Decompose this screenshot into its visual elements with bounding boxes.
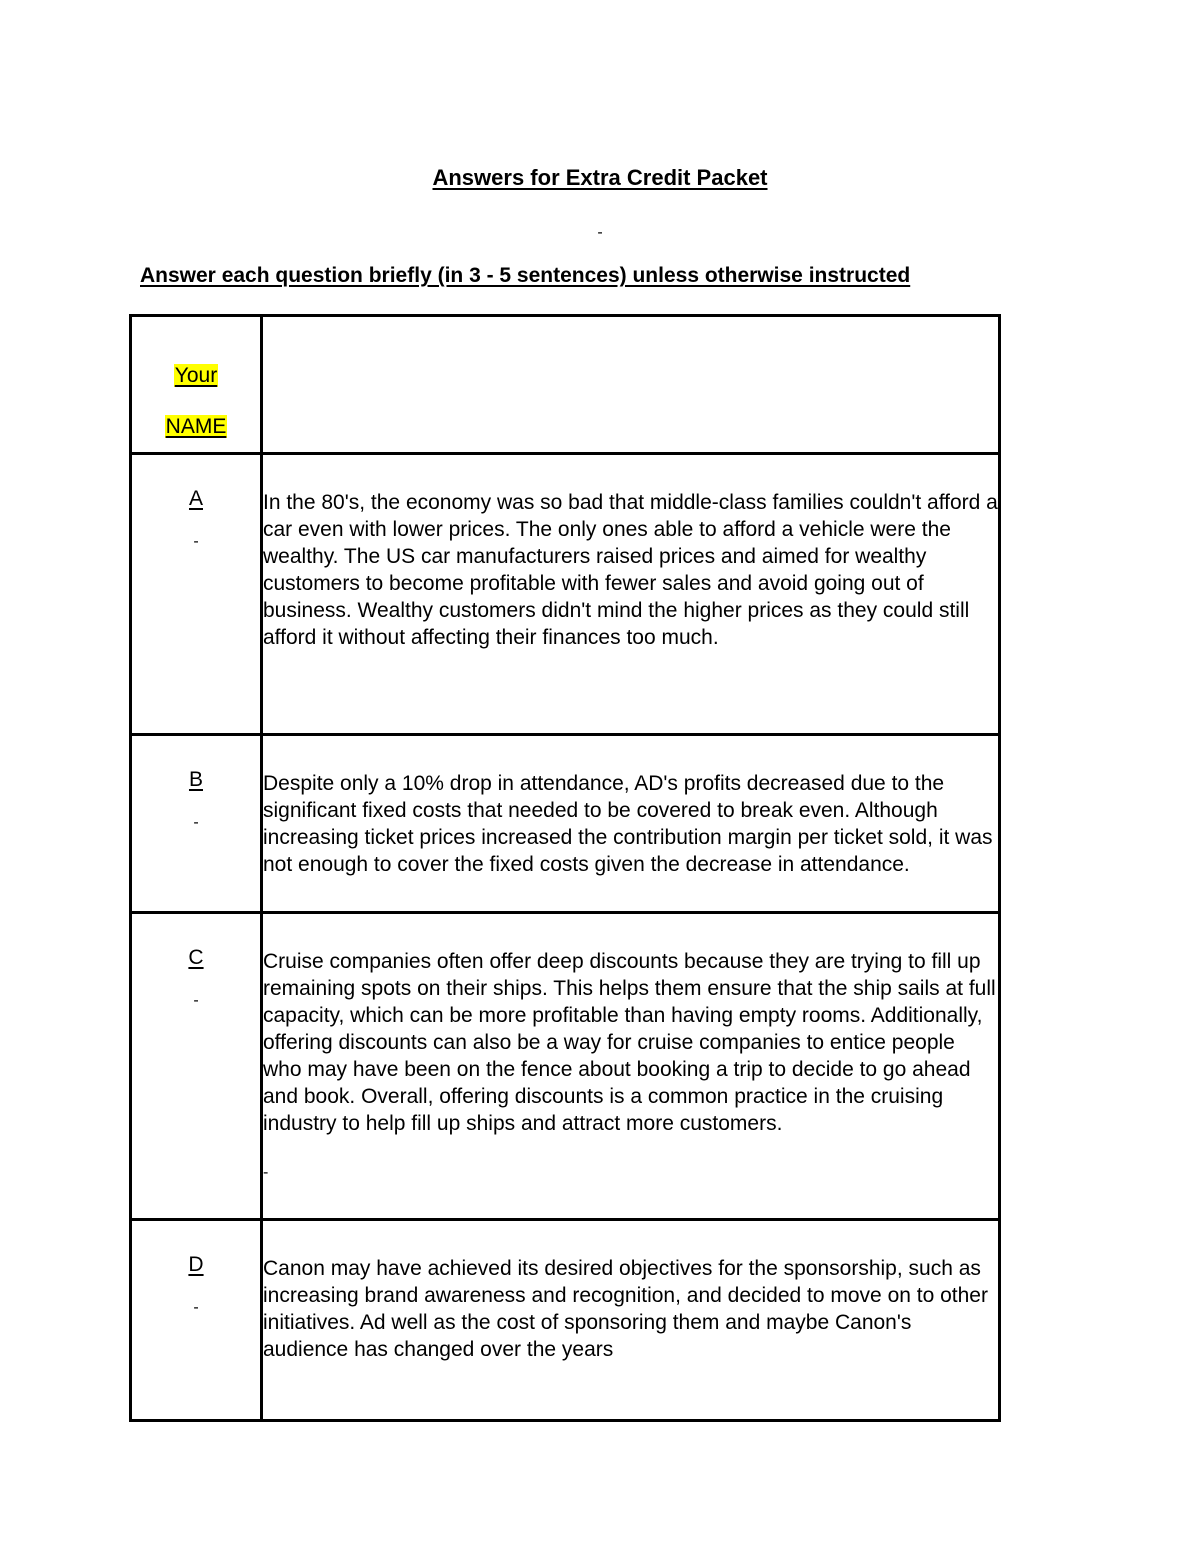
question-label-a: A [188,487,203,510]
answers-table [129,314,1001,1422]
name-label-cell [131,316,262,454]
separator-dash: - [597,224,603,241]
question-label-cell [131,1220,262,1421]
answer-row-d [131,1220,1000,1421]
answer-text-d: Canon may have achieved its desired objectives for the sponsorship, such as increasing brand awareness and recognition, and decided to move on to other initiatives. Ad well as the cost of sponsoring them and maybe Canon's audience has changed over the years [263,1257,988,1361]
answer-cell-b[interactable] [262,735,1000,913]
answer-text-b: Despite only a 10% drop in attendance, AD's profits decreased due to the significant fixed costs that needed to be covered to break even. Although increasing ticket prices increased the contribution margin per ticket sold, it was not enough to cover the fixed costs given the decrease in attendance. [263,772,993,876]
answer-text-a: In the 80's, the economy was so bad that middle-class families couldn't afford a car even with lower prices. The only ones able to afford a vehicle were the wealthy. The US car manufacturers raised prices and aimed for wealthy customers to become profitable with fewer sales and avoid going out of business. Wealthy customers didn't mind the higher prices as they could still afford it without affecting their finances too much. [263,491,998,649]
answer-row-c [131,913,1000,1220]
answer-cell-d[interactable] [262,1220,1000,1421]
document-title: Answers for Extra Credit Packet [432,165,768,190]
answer-cell-c[interactable] [262,913,1000,1220]
question-label-cell [131,735,262,913]
question-label-cell [131,913,262,1220]
question-dash: - [193,992,199,1009]
question-label-c: C [188,946,204,969]
answer-cell-a[interactable] [262,454,1000,735]
question-label-b: B [188,768,203,791]
answer-text-c: Cruise companies often offer deep discounts because they are trying to fill up remaining spots on their ships. This helps them ensure that the ship sails at full capacity, which can be more profitable than having empty rooms. Additionally, offering discounts can also be a way for cruise companies to entice people who may have been on the fence about booking a trip to decide to go ahead and book. Overall, offering discounts is a common practice in the cruising industry to help fill up ships and attract more customers. [263,950,996,1135]
instructions-heading: Answer each question briefly (in 3 - 5 sentences) unless otherwise instructed [140,264,911,287]
your-label: Your [174,364,218,387]
name-label: NAME [165,415,227,438]
name-row [131,316,1000,454]
question-label-cell [131,454,262,735]
question-label-d: D [188,1253,204,1276]
trailing-dash: - [263,1164,269,1181]
question-dash: - [193,533,199,550]
name-field[interactable] [262,316,1000,454]
question-dash: - [193,814,199,831]
question-dash: - [193,1299,199,1316]
answer-row-b [131,735,1000,913]
answer-row-a [131,454,1000,735]
